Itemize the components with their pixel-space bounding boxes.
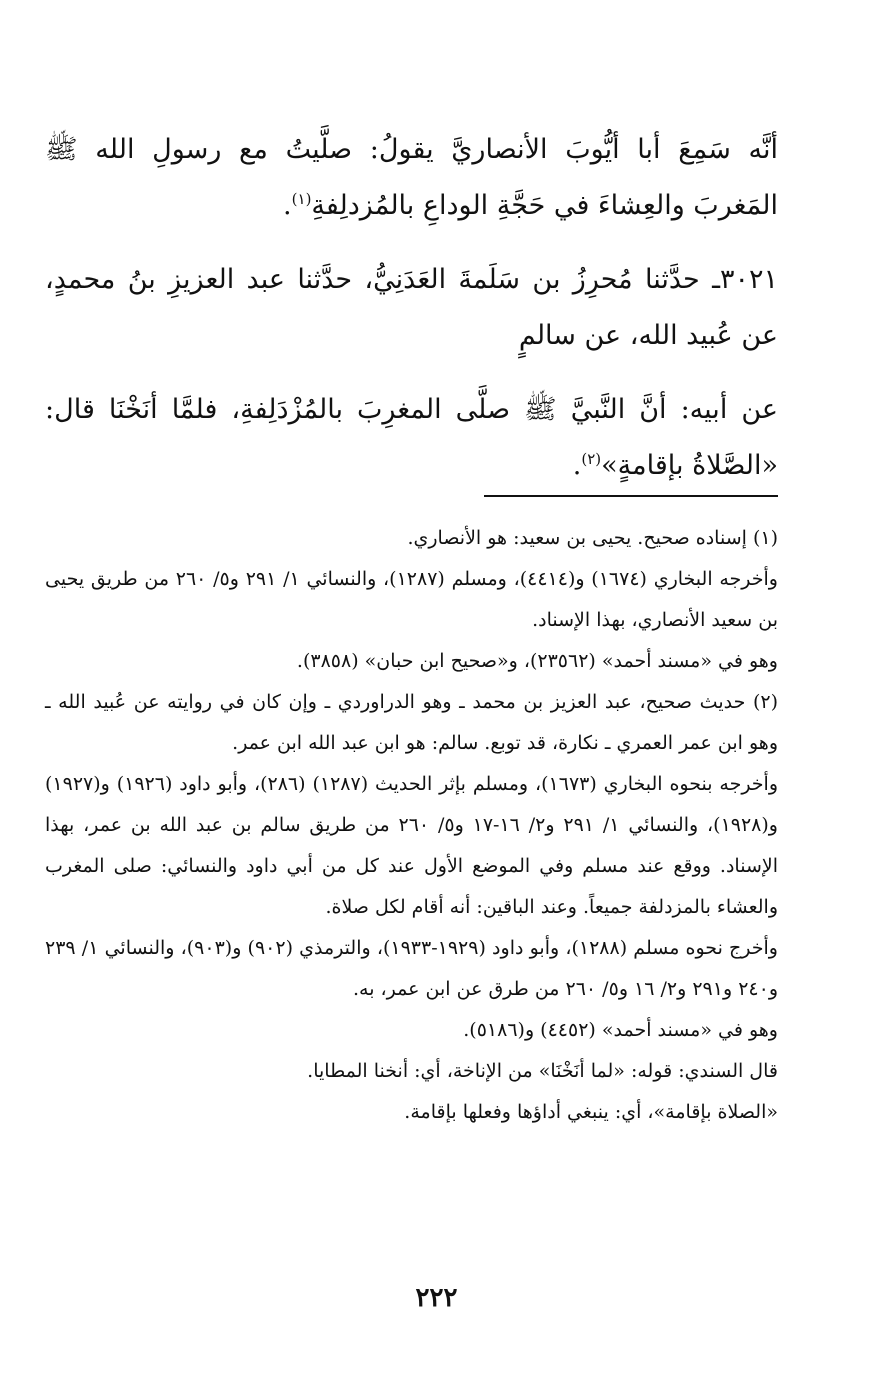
hadith-text-continuation <box>45 122 778 234</box>
main-text <box>45 122 778 494</box>
sentence-end: . <box>572 450 582 481</box>
footnote-marker-1: (١) <box>291 190 312 208</box>
hadith-3021-matn <box>45 382 778 494</box>
footnote-paragraph: «الصلاة بإقامة»، أي: ينبغي أداؤها وفعلها بإقامة. <box>404 1101 778 1123</box>
hadith-text: ٣٠٢١ـ حدَّثنا مُحرِزُ بن سَلَمةَ العَدَنِيُّ، حدَّثنا عبد العزيزِ بنُ محمدٍ، عن عُبيد الله، عن سالمٍ <box>45 264 778 351</box>
footnote-paragraph: (١) إسناده صحيح. يحيى بن سعيد: هو الأنصاري. <box>407 527 778 549</box>
page-number: ٢٢٢ <box>415 1283 458 1313</box>
footnote-paragraph: قال السندي: قوله: «لما أنَخْنَا» من الإناخة، أي: أنخنا المطايا. <box>307 1060 778 1082</box>
footnote-separator <box>484 495 778 497</box>
footnote-paragraph: وأخرج نحوه مسلم (١٢٨٨)، وأبو داود (١٩٢٩-١٩٣٣)، والترمذي (٩٠٢) و(٩٠٣)، والنسائي ١/ ٢٣٩ و٢٤٠ و٢٩١ و٢/ ١٦ و٥/ ٢٦٠ من طرق عن ابن عمر، به. <box>45 937 778 1000</box>
hadith-text: عن أبيه: أنَّ النَّبيَّ ﷺ صلَّى المغرِبَ بالمُزْدَلِفةِ، فلمَّا أنَخْنَا قال: «الصَّلاةُ بإقامةٍ» <box>45 394 778 481</box>
hadith-3021-isnad <box>45 252 778 364</box>
footnote-paragraph: (٢) حديث صحيح، عبد العزيز بن محمد ـ وهو الدراوردي ـ وإن كان في روايته عن عُبيد الله ـ وهو ابن عمر العمري ـ نكارة، قد توبع. سالم: هو ابن عبد الله ابن عمر. <box>45 691 778 754</box>
footnote-paragraph: وهو في «مسند أحمد» (٢٣٥٦٢)، و«صحيح ابن حبان» (٣٨٥٨). <box>296 650 778 672</box>
sentence-end: . <box>283 190 292 221</box>
footnote-paragraph: وأخرجه بنحوه البخاري (١٦٧٣)، ومسلم بإثر الحديث (١٢٨٧) (٢٨٦)، وأبو داود (١٩٢٦) و(١٩٢٧) و(١٩٢٨)، والنسائي ١/ ٢٩١ و٢/ ١٦-١٧ و٥/ ٢٦٠ من طريق سالم بن عبد الله بن عمر، بهذا الإسناد. ووقع عند مسلم وفي الموضع الأول عند كل من أبي داود والنسائي: صلى المغرب والعشاء بالمزدلفة جميعاً. وعند الباقين: أنه أقام لكل صلاة. <box>45 773 778 918</box>
hadith-text: أنَّه سَمِعَ أبا أيُّوبَ الأنصاريَّ يقولُ: صلَّيتُ مع رسولِ الله ﷺ المَغربَ والعِشاءَ في حَجَّةِ الوداعِ بالمُزدلِفةِ <box>45 134 778 221</box>
footnote-paragraph: وأخرجه البخاري (١٦٧٤) و(٤٤١٤)، ومسلم (١٢٨٧)، والنسائي ١/ ٢٩١ و٥/ ٢٦٠ من طريق يحيى بن سعيد الأنصاري، بهذا الإسناد. <box>45 568 778 631</box>
footnotes <box>45 518 778 1133</box>
footnote-marker-2: (٢) <box>581 450 602 468</box>
footnote-paragraph: وهو في «مسند أحمد» (٤٤٥٢) و(٥١٨٦). <box>463 1019 778 1041</box>
